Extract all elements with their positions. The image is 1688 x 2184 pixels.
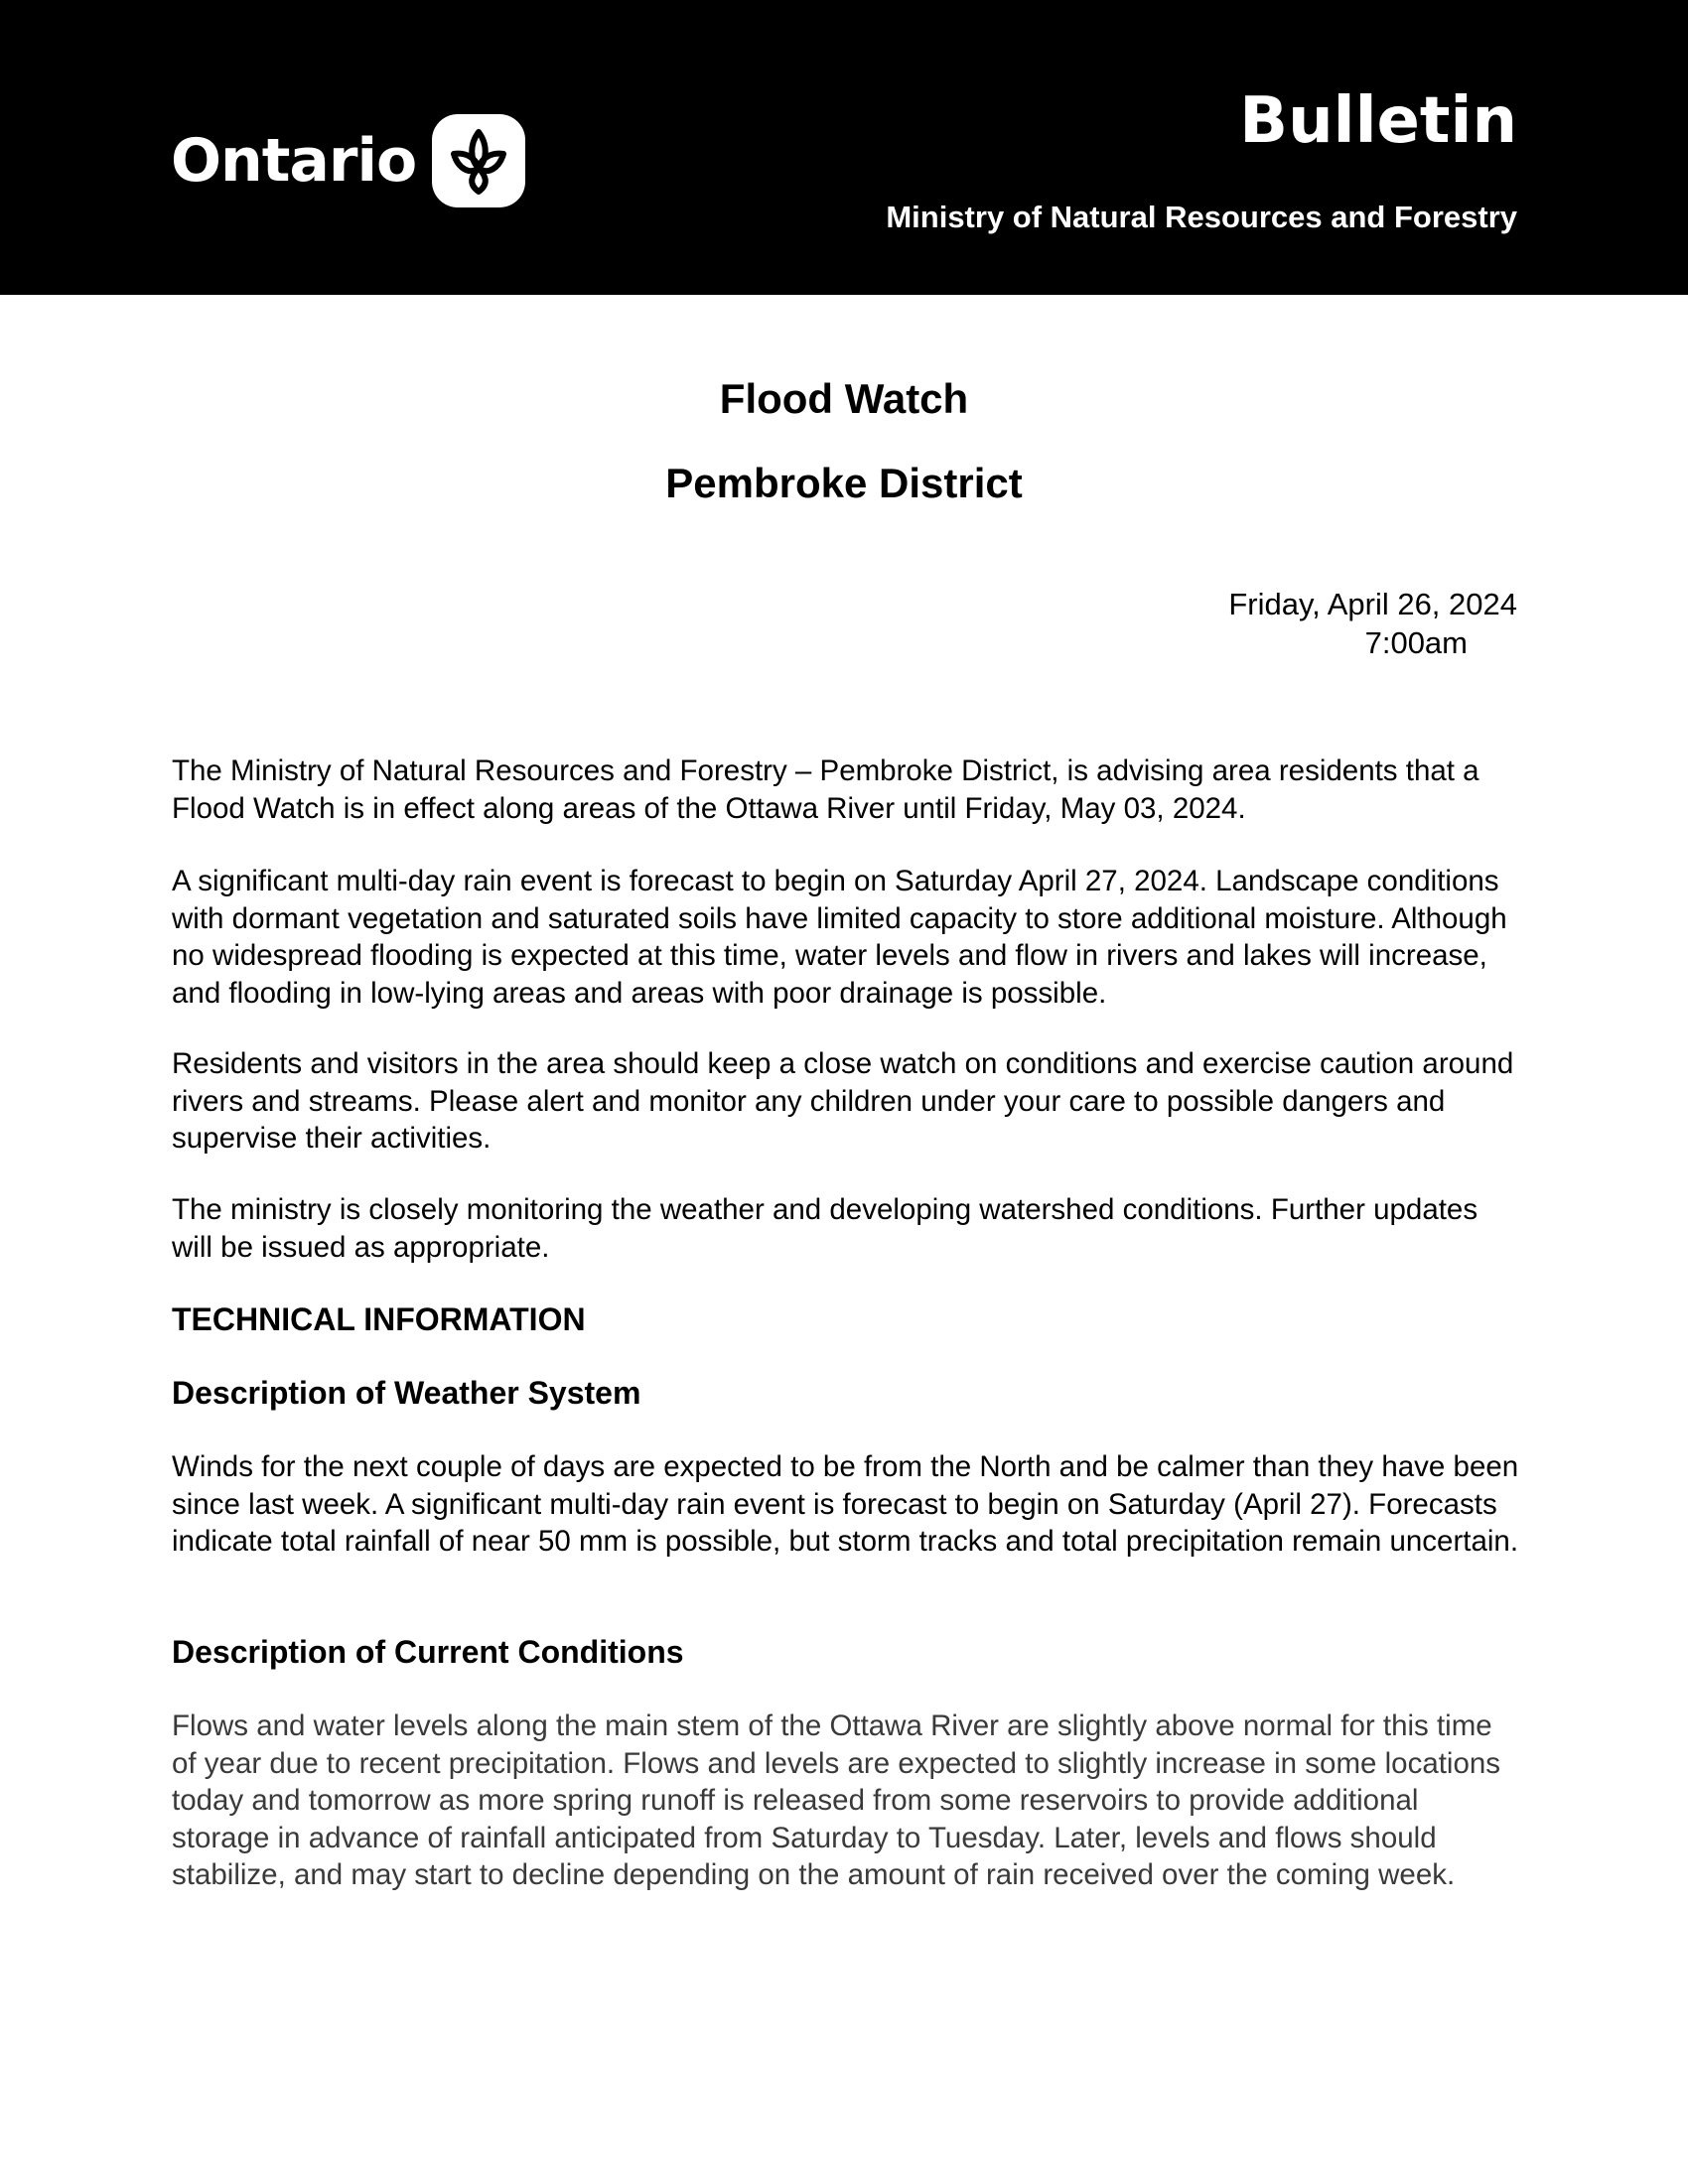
issue-date: Friday, April 26, 2024 — [1228, 587, 1517, 621]
ministry-name: Ministry of Natural Resources and Forestry — [886, 200, 1517, 234]
weather-heading: Description of Weather System — [172, 1375, 641, 1411]
bulletin-title: Flood Watch — [719, 375, 969, 422]
technical-heading: TECHNICAL INFORMATION — [172, 1301, 586, 1337]
conditions-heading: Description of Current Conditions — [172, 1634, 684, 1670]
header-banner — [0, 0, 1688, 295]
brand-wordmark: Ontario — [171, 126, 417, 196]
safety-paragraph: Residents and visitors in the area should keep a close watch on conditions and exercise caution around rivers and streams. Please alert and monitor any children under your care to possible dangers and supervise their activities. — [172, 1047, 1514, 1155]
issue-time: 7:00am — [1364, 625, 1468, 660]
weather-paragraph: Winds for the next couple of days are expected to be from the North and be calmer than they have been since last week. A significant multi-day rain event is forecast to begin on Saturday (April 27). Forecasts indicate total rainfall of near 50 mm is possible, but storm tracks and total precipitation remain uncertain. — [172, 1450, 1519, 1558]
conditions-paragraph: Flows and water levels along the main stem of the Ottawa River are slightly above normal for this time of year due to recent precipitation. Flows and levels are expected to slightly increase in some locations today and tomorrow as more spring runoff is released from some reservoirs to provide additional storage in advance of rainfall anticipated from Saturday to Tuesday. Later, levels and flows should stabilize, and may start to decline depending on the amount of rain received over the coming week. — [172, 1709, 1501, 1891]
ontario-logo — [171, 113, 525, 208]
district-title: Pembroke District — [665, 460, 1023, 506]
rain-event-paragraph: A significant multi-day rain event is forecast to begin on Saturday April 27, 2024. Landscape conditions with dormant vegetation and saturated soils have limited capacity to store additional moisture. Although no widespread flooding is expected at this time, water levels and flow in rivers and lakes will increase, and flooding in low-lying areas and areas with poor drainage is possible. — [172, 865, 1507, 1010]
monitoring-paragraph: The ministry is closely monitoring the weather and developing watershed conditions. Further updates will be issued as appropriate. — [172, 1193, 1478, 1264]
bulletin-label: Bulletin — [1239, 84, 1517, 158]
trillium-icon — [432, 114, 525, 207]
intro-paragraph: The Ministry of Natural Resources and Forestry – Pembroke District, is advising area residents that a Flood Watch is in effect along areas of the Ottawa River until Friday, May 03, 2024. — [172, 754, 1479, 825]
